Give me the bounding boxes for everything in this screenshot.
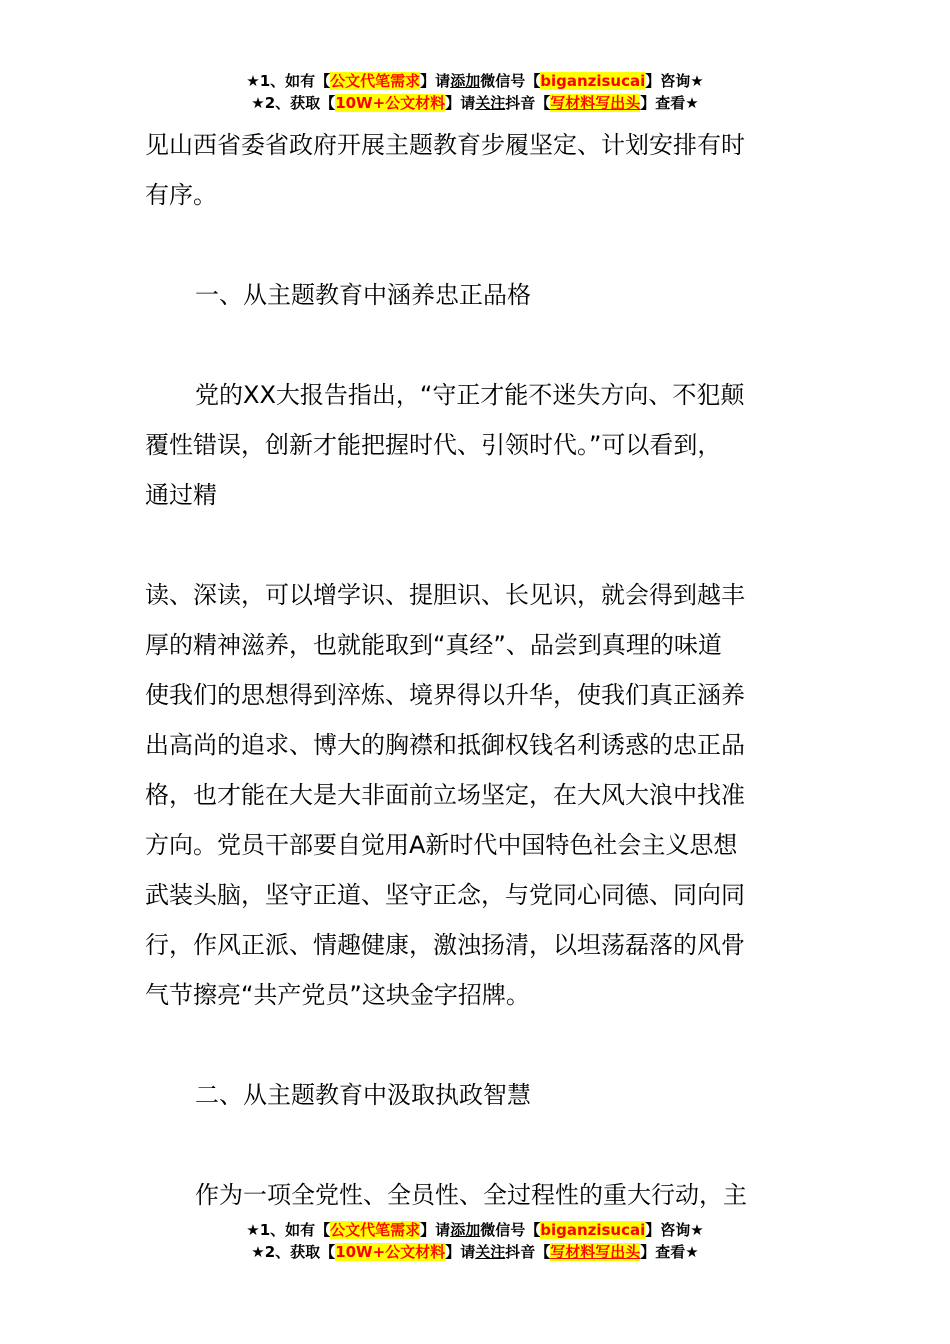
paragraph-line: 方向。党员干部要自觉用A新时代中国特色社会主义思想: [145, 831, 738, 859]
section-heading-1: 一、从主题教育中涵养忠正品格: [195, 281, 531, 309]
paragraph-line: 气节擦亮“共产党员”这块金字招牌。: [145, 981, 530, 1009]
top-banner: [0, 70, 950, 114]
paragraph-line: 有序。: [145, 181, 217, 209]
paragraph-line: 覆性错误，创新才能把握时代、引领时代。”可以看到，: [145, 431, 722, 459]
paragraph-line: 武装头脑，坚守正道、坚守正念，与党同心同德、同向同: [145, 881, 745, 909]
paragraph-line: 厚的精神滋养，也就能取到“真经”、品尝到真理的味道: [145, 631, 722, 659]
banner-line-2: ★2、获取【10W+公文材料】请关注抖音【写材料写出头】查看★: [251, 1243, 699, 1261]
ghostwriting-highlight: 公文代笔需求: [330, 72, 421, 90]
paragraph-line: 见山西省委省政府开展主题教育步履坚定、计划安排有时: [145, 131, 745, 159]
bottom-banner: [0, 1219, 950, 1263]
section-heading-2: 二、从主题教育中汲取执政智慧: [195, 1081, 531, 1109]
materials-highlight: 10W+公文材料: [335, 94, 446, 112]
paragraph-line: 出高尚的追求、博大的胸襟和抵御权钱名利诱惑的忠正品: [145, 731, 745, 759]
wechat-id-highlight: biganzisucai: [540, 72, 646, 90]
paragraph-line: 通过精: [145, 481, 217, 509]
ghostwriting-highlight: 公文代笔需求: [330, 1221, 421, 1239]
paragraph-line: 行，作风正派、情趣健康，激浊扬清，以坦荡磊落的风骨: [145, 931, 745, 959]
paragraph-line: 党的XX大报告指出，“守正才能不迷失方向、不犯颠: [195, 381, 745, 409]
banner-line-2: ★2、获取【10W+公文材料】请关注抖音【写材料写出头】查看★: [251, 94, 699, 112]
wechat-id-highlight: biganzisucai: [540, 1221, 646, 1239]
paragraph-line: 作为一项全党性、全员性、全过程性的重大行动，主: [195, 1181, 747, 1209]
douyin-highlight: 写材料写出头: [550, 1243, 641, 1261]
douyin-highlight: 写材料写出头: [550, 94, 641, 112]
materials-highlight: 10W+公文材料: [335, 1243, 446, 1261]
document-body: [145, 120, 810, 1220]
banner-line-1: ★1、如有【公文代笔需求】请添加微信号【biganzisucai】咨询★: [246, 1221, 704, 1239]
paragraph-line: 格，也才能在大是大非面前立场坚定，在大风大浪中找准: [145, 781, 745, 809]
paragraph-line: 读、深读，可以增学识、提胆识、长见识，就会得到越丰: [145, 581, 745, 609]
banner-line-1: ★1、如有【公文代笔需求】请添加微信号【biganzisucai】咨询★: [246, 72, 704, 90]
paragraph-line: 使我们的思想得到淬炼、境界得以升华，使我们真正涵养: [145, 681, 745, 709]
